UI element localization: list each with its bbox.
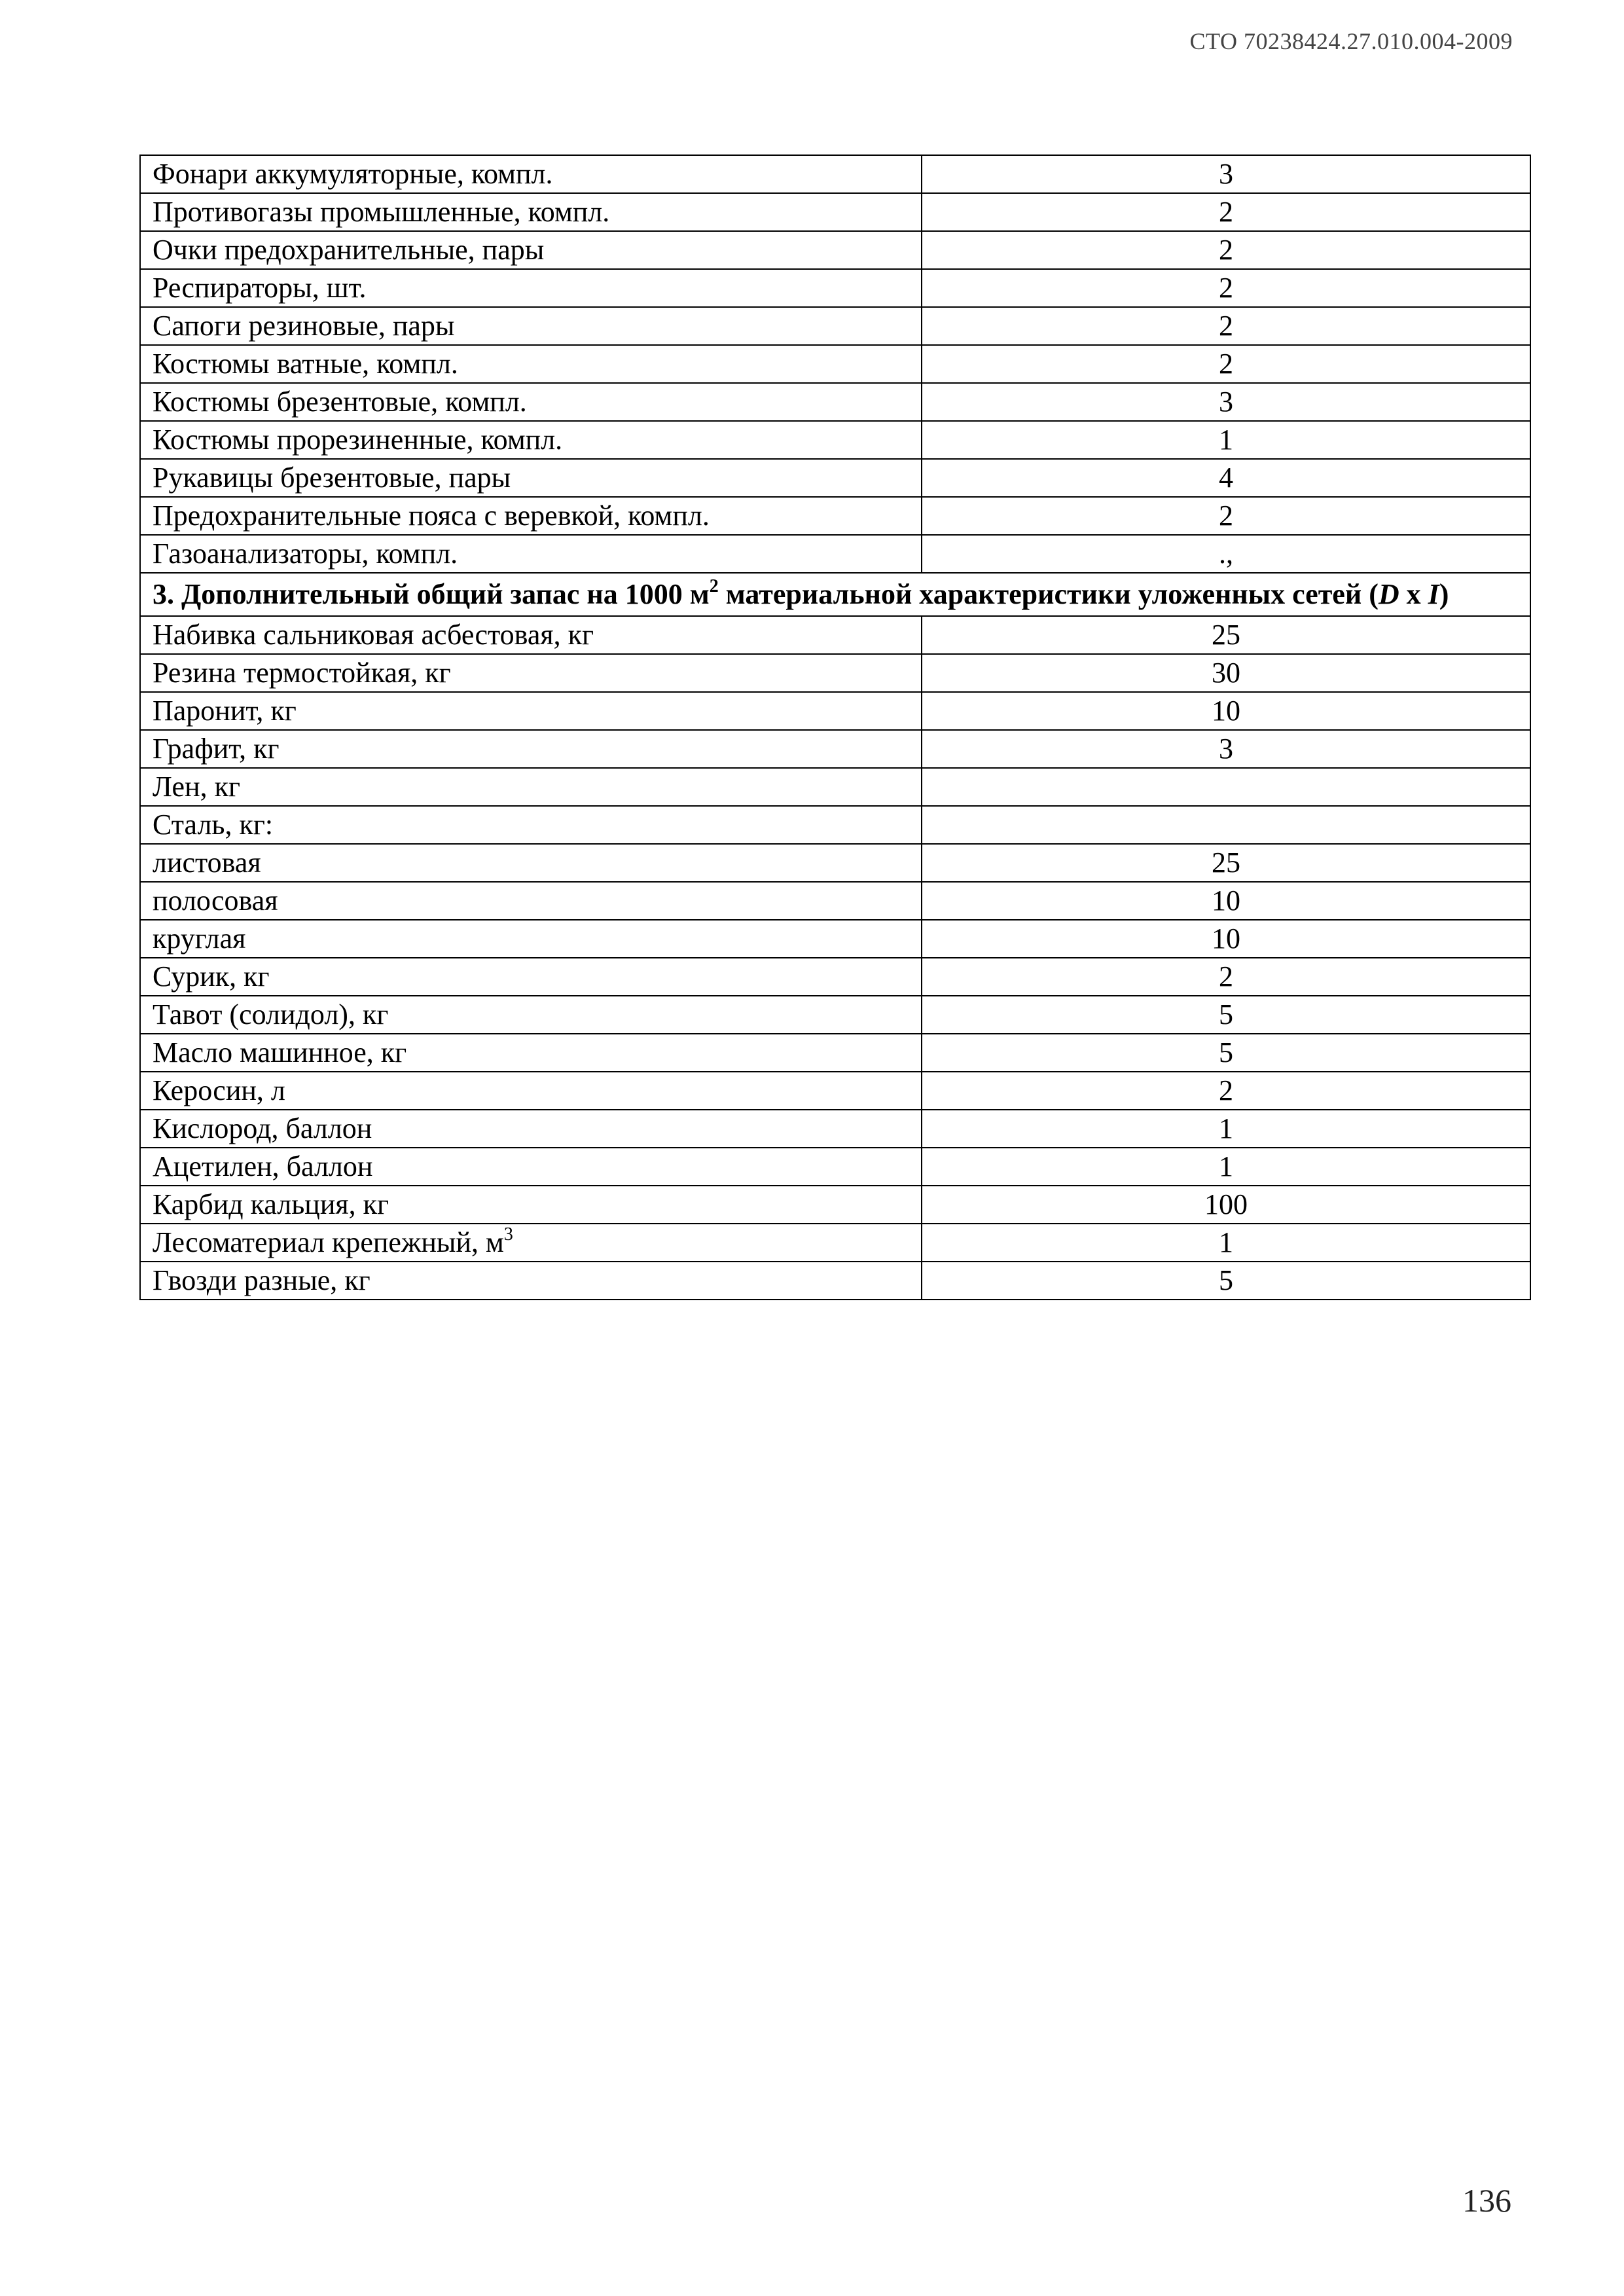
item-name: Предохранительные пояса с веревкой, компл. (153, 500, 710, 532)
table-row (140, 383, 1530, 421)
table-row (140, 231, 1530, 269)
item-name: Лесоматериал крепежный, м (153, 1226, 504, 1258)
table-row (140, 844, 1530, 882)
section-title: 3. Дополнительный общий запас на 1000 м (153, 578, 710, 610)
section-variable-l: I (1428, 578, 1439, 610)
item-name-cell (140, 535, 922, 573)
item-quantity: 25 (922, 616, 1530, 654)
item-name-cell (140, 155, 922, 193)
item-name-cell (140, 231, 922, 269)
item-name-cell (140, 654, 922, 692)
item-name-cell (140, 1110, 922, 1148)
item-name-cell (140, 1224, 922, 1262)
section-header-row (140, 573, 1530, 616)
section-header-cell (140, 573, 1530, 616)
section-title-continuation: материальной характеристики уложенных сетей ( (718, 578, 1379, 610)
table-body-top (140, 155, 1530, 573)
table-row (140, 269, 1530, 307)
item-name: Набивка сальниковая асбестовая, кг (153, 619, 594, 651)
item-name: Паронит, кг (153, 695, 297, 727)
item-quantity: 30 (922, 654, 1530, 692)
table-row (140, 1034, 1530, 1072)
item-name-cell (140, 1034, 922, 1072)
item-quantity: 2 (922, 497, 1530, 535)
item-quantity: 1 (922, 1148, 1530, 1186)
table-row (140, 155, 1530, 193)
item-name-cell (140, 459, 922, 497)
item-quantity: 2 (922, 1072, 1530, 1110)
item-quantity: 3 (922, 383, 1530, 421)
item-name: Кислород, баллон (153, 1112, 372, 1144)
item-name: Тавот (солидол), кг (153, 998, 389, 1030)
table-row (140, 920, 1530, 958)
item-name: полосовая (153, 884, 278, 917)
item-name: Противогазы промышленные, компл. (153, 196, 610, 228)
item-name-cell (140, 421, 922, 459)
section-multiplication-sign: х (1399, 578, 1428, 610)
item-name: Фонари аккумуляторные, компл. (153, 158, 553, 190)
table-row (140, 535, 1530, 573)
item-name: Костюмы прорезиненные, компл. (153, 424, 563, 456)
table-body-section (140, 573, 1530, 616)
item-name: Костюмы ватные, компл. (153, 348, 458, 380)
item-name-cell (140, 882, 922, 920)
item-name-cell (140, 1072, 922, 1110)
item-quantity: 3 (922, 730, 1530, 768)
item-name: Керосин, л (153, 1074, 285, 1106)
item-name-cell (140, 497, 922, 535)
item-name-cell (140, 307, 922, 345)
table-row (140, 1110, 1530, 1148)
item-name-cell (140, 1148, 922, 1186)
table-row (140, 692, 1530, 730)
item-quantity: 4 (922, 459, 1530, 497)
item-name-cell (140, 193, 922, 231)
table-row (140, 616, 1530, 654)
table-row (140, 345, 1530, 383)
item-name-cell (140, 345, 922, 383)
item-name-cell (140, 616, 922, 654)
table-row (140, 882, 1530, 920)
item-name: Газоанализаторы, компл. (153, 538, 458, 570)
section-title-superscript: 2 (709, 576, 719, 596)
item-name: Костюмы брезентовые, компл. (153, 386, 527, 418)
item-name: Масло машинное, кг (153, 1036, 407, 1068)
table-row (140, 307, 1530, 345)
table-row (140, 806, 1530, 844)
item-quantity: 2 (922, 307, 1530, 345)
item-name: Карбид кальция, кг (153, 1188, 389, 1220)
item-quantity: 2 (922, 193, 1530, 231)
item-name-cell (140, 920, 922, 958)
item-quantity (922, 768, 1530, 806)
item-quantity: 5 (922, 996, 1530, 1034)
table-body-bottom (140, 616, 1530, 1300)
item-name-cell (140, 1262, 922, 1300)
item-name-cell (140, 806, 922, 844)
table-row (140, 1224, 1530, 1262)
table-row (140, 1262, 1530, 1300)
item-quantity: 100 (922, 1186, 1530, 1224)
table-row (140, 654, 1530, 692)
item-name-cell (140, 1186, 922, 1224)
table-row (140, 193, 1530, 231)
item-quantity: 2 (922, 345, 1530, 383)
item-quantity: 2 (922, 231, 1530, 269)
item-name: Очки предохранительные, пары (153, 234, 545, 266)
item-quantity: 2 (922, 269, 1530, 307)
item-name: Сапоги резиновые, пары (153, 310, 455, 342)
item-name-cell (140, 958, 922, 996)
table-row (140, 497, 1530, 535)
item-name-cell (140, 730, 922, 768)
item-quantity: 1 (922, 1110, 1530, 1148)
item-quantity: 1 (922, 421, 1530, 459)
table-row (140, 1186, 1530, 1224)
item-quantity: 10 (922, 692, 1530, 730)
item-quantity: 10 (922, 920, 1530, 958)
item-name-superscript: 3 (503, 1224, 513, 1245)
table-row (140, 1072, 1530, 1110)
table-row (140, 768, 1530, 806)
item-name: Респираторы, шт. (153, 272, 367, 304)
item-name-cell (140, 844, 922, 882)
item-name-cell (140, 692, 922, 730)
table-row (140, 996, 1530, 1034)
section-title-close: ) (1439, 578, 1449, 610)
materials-table (139, 155, 1531, 1300)
item-quantity (922, 806, 1530, 844)
item-name: Графит, кг (153, 733, 280, 765)
item-quantity: ., (922, 535, 1530, 573)
item-quantity: 1 (922, 1224, 1530, 1262)
item-name: Резина термостойкая, кг (153, 657, 451, 689)
item-quantity: 3 (922, 155, 1530, 193)
table-row (140, 421, 1530, 459)
item-quantity: 25 (922, 844, 1530, 882)
item-quantity: 5 (922, 1262, 1530, 1300)
item-name: Сталь, кг: (153, 809, 274, 841)
table-row (140, 459, 1530, 497)
item-name-cell (140, 269, 922, 307)
item-name-cell (140, 768, 922, 806)
item-name: Лен, кг (153, 771, 241, 803)
item-name: листовая (153, 847, 261, 879)
item-name-cell (140, 383, 922, 421)
item-quantity: 10 (922, 882, 1530, 920)
item-name: Гвозди разные, кг (153, 1264, 370, 1296)
page-number: 136 (1462, 2182, 1511, 2219)
item-quantity: 2 (922, 958, 1530, 996)
item-name: Ацетилен, баллон (153, 1150, 373, 1182)
document-code: СТО 70238424.27.010.004-2009 (1189, 28, 1513, 54)
item-name-cell (140, 996, 922, 1034)
table-row (140, 958, 1530, 996)
table-row (140, 730, 1530, 768)
item-name: круглая (153, 922, 246, 955)
item-quantity: 5 (922, 1034, 1530, 1072)
item-name: Сурик, кг (153, 960, 270, 993)
table-row (140, 1148, 1530, 1186)
section-variable-d: D (1378, 578, 1399, 610)
item-name: Рукавицы брезентовые, пары (153, 462, 511, 494)
